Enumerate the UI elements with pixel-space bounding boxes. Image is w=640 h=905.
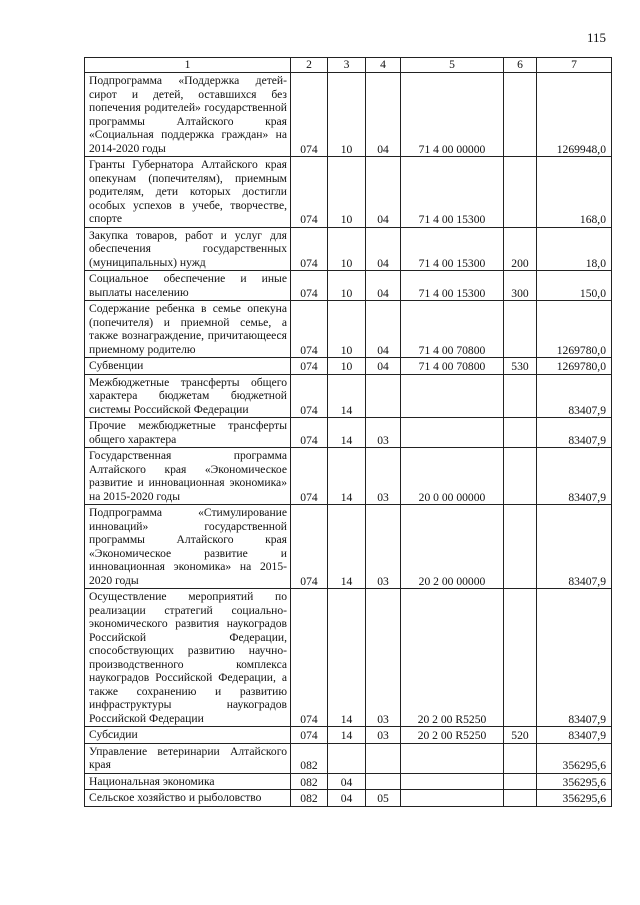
- target-article-code: 20 0 00 00000: [401, 448, 504, 505]
- admin-code: 074: [291, 157, 328, 228]
- section-code: [328, 743, 366, 773]
- section-code: 14: [328, 448, 366, 505]
- admin-code: 074: [291, 727, 328, 744]
- amount: 83407,9: [537, 727, 612, 744]
- subsection-code: 04: [366, 271, 401, 301]
- subsection-code: [366, 743, 401, 773]
- amount: 83407,9: [537, 589, 612, 727]
- amount: 1269780,0: [537, 358, 612, 375]
- admin-code: 074: [291, 227, 328, 271]
- section-code: 14: [328, 505, 366, 589]
- expense-type-code: [504, 301, 537, 358]
- section-code: 04: [328, 790, 366, 807]
- row-name: Социальное обеспечение и иные выплаты населению: [85, 271, 291, 301]
- column-header: 4: [366, 58, 401, 73]
- column-header: 2: [291, 58, 328, 73]
- target-article-code: 71 4 00 15300: [401, 271, 504, 301]
- expense-type-code: [504, 505, 537, 589]
- section-code: 10: [328, 73, 366, 157]
- expense-type-code: [504, 448, 537, 505]
- section-code: 14: [328, 589, 366, 727]
- column-header: 7: [537, 58, 612, 73]
- subsection-code: [366, 773, 401, 790]
- expense-type-code: [504, 157, 537, 228]
- target-article-code: 71 4 00 70800: [401, 358, 504, 375]
- subsection-code: 04: [366, 227, 401, 271]
- target-article-code: 71 4 00 70800: [401, 301, 504, 358]
- admin-code: 074: [291, 374, 328, 418]
- row-name: Подпрограмма «Поддержка детей-сирот и детей, оставшихся без попечения родителей» государственной программы Алтайского края «Социальная поддержка граждан» на 2014-2020 годы: [85, 73, 291, 157]
- admin-code: 082: [291, 790, 328, 807]
- section-code: 14: [328, 418, 366, 448]
- amount: 356295,6: [537, 790, 612, 807]
- expense-type-code: 530: [504, 358, 537, 375]
- row-name: Субвенции: [85, 358, 291, 375]
- amount: 356295,6: [537, 743, 612, 773]
- amount: 83407,9: [537, 448, 612, 505]
- table-row: [85, 73, 612, 157]
- target-article-code: 20 2 00 00000: [401, 505, 504, 589]
- column-header: 5: [401, 58, 504, 73]
- row-name: Сельское хозяйство и рыболовство: [85, 790, 291, 807]
- row-name: Управление ветеринарии Алтайского края: [85, 743, 291, 773]
- expense-type-code: [504, 743, 537, 773]
- subsection-code: 04: [366, 73, 401, 157]
- target-article-code: 71 4 00 00000: [401, 73, 504, 157]
- row-name: Государственная программа Алтайского края «Экономическое развитие и инновационная экономика» на 2015-2020 годы: [85, 448, 291, 505]
- amount: 83407,9: [537, 418, 612, 448]
- subsection-code: 03: [366, 727, 401, 744]
- column-header: 6: [504, 58, 537, 73]
- section-code: 10: [328, 157, 366, 228]
- admin-code: 074: [291, 271, 328, 301]
- target-article-code: [401, 743, 504, 773]
- table-row: [85, 358, 612, 375]
- table-row: [85, 418, 612, 448]
- expense-type-code: [504, 73, 537, 157]
- expense-type-code: [504, 773, 537, 790]
- subsection-code: 05: [366, 790, 401, 807]
- target-article-code: 71 4 00 15300: [401, 227, 504, 271]
- amount: 150,0: [537, 271, 612, 301]
- amount: 168,0: [537, 157, 612, 228]
- admin-code: 074: [291, 589, 328, 727]
- target-article-code: [401, 773, 504, 790]
- row-name: Субсидии: [85, 727, 291, 744]
- target-article-code: [401, 374, 504, 418]
- section-code: 10: [328, 227, 366, 271]
- column-header: 3: [328, 58, 366, 73]
- subsection-code: 03: [366, 589, 401, 727]
- admin-code: 074: [291, 505, 328, 589]
- table-row: [85, 227, 612, 271]
- table-row: [85, 589, 612, 727]
- admin-code: 074: [291, 73, 328, 157]
- table-row: [85, 301, 612, 358]
- admin-code: 074: [291, 358, 328, 375]
- row-name: Прочие межбюджетные трансферты общего характера: [85, 418, 291, 448]
- expense-type-code: 300: [504, 271, 537, 301]
- amount: 356295,6: [537, 773, 612, 790]
- section-code: 10: [328, 271, 366, 301]
- target-article-code: [401, 418, 504, 448]
- table-row: [85, 448, 612, 505]
- section-code: 14: [328, 374, 366, 418]
- subsection-code: 04: [366, 157, 401, 228]
- section-code: 10: [328, 301, 366, 358]
- expense-type-code: 200: [504, 227, 537, 271]
- row-name: Гранты Губернатора Алтайского края опекунам (попечителям), приемным родителям, дети которых достигли особых успехов в учебе, творчестве, спорте: [85, 157, 291, 228]
- admin-code: 074: [291, 301, 328, 358]
- admin-code: 082: [291, 743, 328, 773]
- target-article-code: 71 4 00 15300: [401, 157, 504, 228]
- table-row: [85, 505, 612, 589]
- amount: 1269780,0: [537, 301, 612, 358]
- row-name: Осуществление мероприятий по реализации стратегий социально-экономического развития наукоградов Российской Федерации, способствующих развитию научно-производственного комплекса наукоградов Российской Федерации, а также сохранению и развитию инфраструктуры наукоградов Российской Федерации: [85, 589, 291, 727]
- row-name: Межбюджетные трансферты общего характера бюджетам бюджетной системы Российской Федерации: [85, 374, 291, 418]
- section-code: 10: [328, 358, 366, 375]
- table-row: [85, 743, 612, 773]
- table-row: [85, 271, 612, 301]
- expense-type-code: [504, 790, 537, 807]
- target-article-code: 20 2 00 R5250: [401, 589, 504, 727]
- amount: 83407,9: [537, 374, 612, 418]
- section-code: 14: [328, 727, 366, 744]
- table-row: [85, 157, 612, 228]
- table-row: [85, 790, 612, 807]
- expense-type-code: [504, 418, 537, 448]
- target-article-code: [401, 790, 504, 807]
- admin-code: 074: [291, 418, 328, 448]
- amount: 83407,9: [537, 505, 612, 589]
- admin-code: 082: [291, 773, 328, 790]
- subsection-code: 03: [366, 448, 401, 505]
- column-header: 1: [85, 58, 291, 73]
- table-row: [85, 727, 612, 744]
- amount: 18,0: [537, 227, 612, 271]
- column-number-row: [85, 58, 612, 73]
- subsection-code: 03: [366, 418, 401, 448]
- subsection-code: 04: [366, 301, 401, 358]
- expense-type-code: [504, 589, 537, 727]
- target-article-code: 20 2 00 R5250: [401, 727, 504, 744]
- budget-table: [84, 57, 612, 807]
- table-row: [85, 374, 612, 418]
- page-number: 115: [586, 30, 606, 45]
- row-name: Национальная экономика: [85, 773, 291, 790]
- table-row: [85, 773, 612, 790]
- subsection-code: 04: [366, 358, 401, 375]
- expense-type-code: [504, 374, 537, 418]
- admin-code: 074: [291, 448, 328, 505]
- row-name: Закупка товаров, работ и услуг для обеспечения государственных (муниципальных) нужд: [85, 227, 291, 271]
- amount: 1269948,0: [537, 73, 612, 157]
- subsection-code: 03: [366, 505, 401, 589]
- expense-type-code: 520: [504, 727, 537, 744]
- row-name: Подпрограмма «Стимулирование инноваций» государственной программы Алтайского края «Экономическое развитие и инновационная экономика» на 2015-2020 годы: [85, 505, 291, 589]
- subsection-code: [366, 374, 401, 418]
- section-code: 04: [328, 773, 366, 790]
- row-name: Содержание ребенка в семье опекуна (попечителя) и приемной семье, а также вознаграждение, причитающееся приемному родителю: [85, 301, 291, 358]
